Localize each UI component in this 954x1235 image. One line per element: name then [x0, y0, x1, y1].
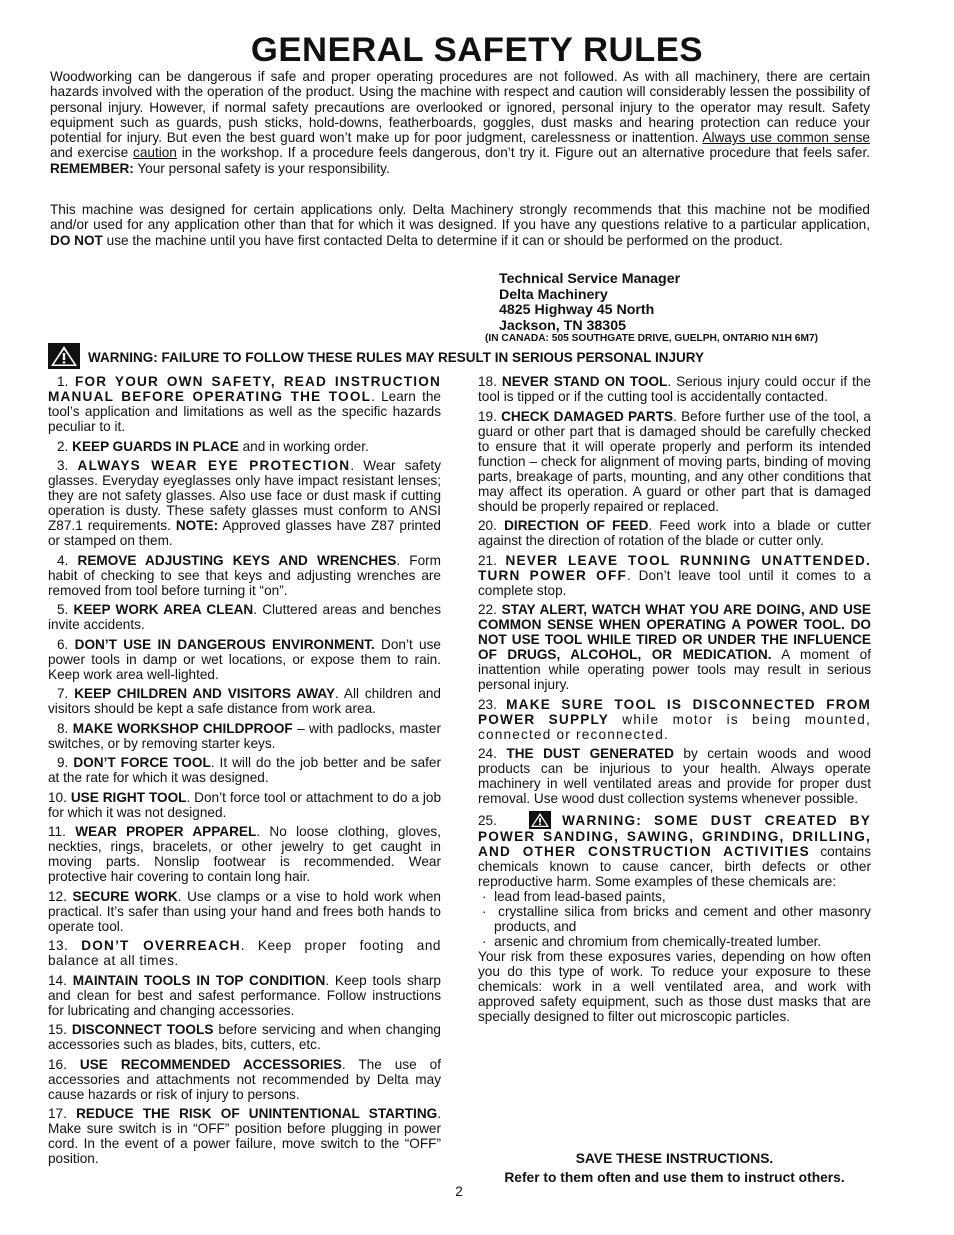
rule-heading: WEAR PROPER APPAREL — [75, 824, 257, 839]
rule-text: . Keep tools sharp and clean for best and safest performance. Follow instructions for lubricating and changing accessories. — [48, 972, 441, 1018]
rule-number: 14. — [48, 972, 67, 988]
rule-text: . Don’t force tool or attachment to do a job for which it was not designed. — [48, 789, 442, 820]
rule-text: by certain woods and wood products can be injurious to your health. Always operate machinery in well ventilated areas and provide for proper dust removal. Use wood dust collection systems whenever possible. — [478, 746, 872, 806]
rule-item — [48, 637, 441, 682]
intro-text: in the workshop. If a procedure feels dangerous, don’t try it. Figure out an alternative procedure that feels safer. — [176, 145, 870, 161]
rule-number: 4. — [57, 552, 69, 568]
rule-text: . It will do the job better and be safer at the rate for which it was designed. — [48, 755, 442, 785]
rule-item — [48, 1057, 441, 1102]
rule-heading: USE RIGHT TOOL — [70, 789, 187, 805]
rule-heading: DIRECTION OF FEED — [504, 518, 649, 533]
page-title: GENERAL SAFETY RULES — [250, 31, 704, 69]
rule-item — [478, 518, 871, 548]
rule-item — [478, 746, 871, 806]
canada-address: (IN CANADA: 505 SOUTHGATE DRIVE, GUELPH, ONTARIO N1H 6M7) — [485, 333, 819, 344]
rule-number: 23. — [478, 696, 497, 712]
intro-text: This machine was designed for certain applications only. Delta Machinery strongly recommends that this machine not be modified and/or used for any application other than that for which it was designed. If you have any questions relative to a particular application, — [50, 202, 870, 233]
rule-text: . Make sure switch is in “OFF” position before plugging in power cord. In the event of a power failure, move switch to the “OFF” position. — [48, 1106, 442, 1166]
rule-number: 13. — [48, 938, 69, 953]
save-line: Refer to them often and use them to instruct others. — [504, 1170, 845, 1185]
address-line: Jackson, TN 38305 — [499, 317, 626, 334]
rule-item — [478, 602, 871, 692]
rule-text: Don’t use power tools in damp or wet locations, or expose them to rain. Keep work area well-lighted. — [48, 636, 441, 682]
intro-paragraph-2 — [50, 202, 870, 248]
rule-heading: KEEP GUARDS IN PLACE — [72, 438, 239, 454]
bullet-text: arsenic and chromium from chemically-treated lumber. — [494, 933, 822, 949]
rule-text: and in working order. — [238, 438, 369, 454]
rule-heading: MAINTAIN TOOLS IN TOP CONDITION — [72, 972, 326, 988]
rule-item-25 — [478, 811, 871, 1024]
rule-item — [48, 889, 441, 934]
rule-item — [48, 755, 441, 785]
rule-item — [48, 439, 441, 454]
rule-item — [48, 824, 441, 884]
rule-item — [478, 374, 871, 404]
address-line: Technical Service Manager — [499, 271, 681, 287]
rule-text: . Don’t leave tool until it comes to a complete stop. — [478, 567, 871, 598]
rule-heading: DISCONNECT TOOLS — [71, 1022, 214, 1037]
warning-text: WARNING: FAILURE TO FOLLOW THESE RULES MAY RESULT IN SERIOUS PERSONAL INJURY — [88, 350, 705, 365]
rule-number: 17. — [48, 1106, 67, 1121]
save-instructions — [478, 1149, 871, 1187]
rule-text: . No loose clothing, gloves, neckties, rings, bracelets, or other jewelry to get caught in moving parts. Nonslip footwear is recommended. Wear protective hair covering to contain long hair. — [48, 824, 441, 884]
rule-heading: KEEP CHILDREN AND VISITORS AWAY — [74, 686, 336, 701]
rule-number: 12. — [48, 888, 67, 904]
rule-number: 25. — [478, 812, 497, 828]
rule-text: . Feed work into a blade or cutter against the direction of rotation of the blade or cutter only. — [478, 518, 872, 548]
rule-number: 9. — [57, 755, 69, 770]
rule-number: 6. — [57, 636, 69, 652]
warning-triangle-icon — [529, 811, 551, 829]
intro-remember: REMEMBER: — [50, 160, 134, 176]
rule-text: A moment of inattention while operating power tools may result in serious personal injury. — [478, 647, 871, 692]
rule-number: 5. — [57, 602, 69, 617]
rule-number: 3. — [57, 458, 69, 473]
rule-text: – with padlocks, master switches, or by removing starter keys. — [48, 720, 441, 751]
rule-heading: REMOVE ADJUSTING KEYS AND WRENCHES — [77, 552, 397, 568]
rule-number: 10. — [48, 789, 67, 805]
address-line: 4825 Highway 45 North — [499, 302, 655, 318]
intro-text: Your personal safety is your responsibility. — [133, 160, 390, 176]
page-number: 2 — [455, 1184, 463, 1199]
rule-text: Approved glasses have Z87 printed or stamped on them. — [48, 518, 441, 548]
rule-item — [48, 602, 441, 632]
warning-triangle-icon — [48, 343, 80, 369]
rule-number: 2. — [57, 438, 69, 454]
rule-item — [48, 553, 441, 598]
rule-heading: MAKE WORKSHOP CHILDPROOF — [72, 720, 293, 736]
rule-number: 16. — [48, 1056, 67, 1072]
rule-heading: THE DUST GENERATED — [506, 746, 674, 761]
rule-heading: CHECK DAMAGED PARTS — [501, 408, 674, 424]
intro-underline-common-sense: Always use common sense — [702, 130, 870, 146]
rule-text: while motor is being mounted, connected or reconnected. — [478, 711, 871, 742]
rule-heading: SECURE WORK — [72, 888, 178, 904]
intro-text: and exercise — [50, 145, 134, 161]
rule-heading: USE RECOMMENDED ACCESSORIES — [79, 1056, 342, 1072]
intro-underline-caution: caution — [133, 145, 177, 161]
rule-number: 21. — [478, 552, 497, 568]
rule-item — [48, 973, 441, 1018]
rule-text: . All children and visitors should be kept a safe distance from work area. — [48, 686, 441, 716]
rule-heading: REDUCE THE RISK OF UNINTENTIONAL STARTING — [76, 1106, 438, 1121]
rule-text: contains chemicals known to cause cancer, birth defects or other reproductive harm. Some examples of these chemicals are: — [478, 843, 871, 889]
rule-item — [48, 458, 441, 548]
rule-text: . Learn the tool’s application and limitations as well as the specific hazards peculiar to it. — [48, 389, 441, 434]
intro-do-not: DO NOT — [50, 232, 103, 248]
rule-number: 19. — [478, 408, 497, 424]
rule-heading: WARNING: SOME DUST CREATED BY POWER SANDING, SAWING, GRINDING, DRILLING, AND OTHER CONSTRUCTION ACTIVITIES — [478, 812, 871, 859]
rule-25-intro — [478, 811, 871, 889]
rule-item — [48, 938, 441, 968]
rule-text: . Form habit of checking to see that keys and adjusting wrenches are removed from tool before turning it “on”. — [48, 552, 441, 598]
intro-text: use the machine until you have first contacted Delta to determine if it can or should be performed on the product. — [102, 232, 783, 248]
rule-heading: DON’T USE IN DANGEROUS ENVIRONMENT. — [74, 636, 375, 652]
intro-paragraph-1 — [50, 69, 870, 176]
rule-number: 15. — [48, 1022, 67, 1037]
rule-text: . The use of accessories and attachments not recommended by Delta may cause hazards or risk of injury to persons. — [48, 1056, 442, 1102]
warning-bar — [48, 343, 878, 367]
rule-item — [48, 1106, 441, 1166]
intro-text: Woodworking can be dangerous if safe and proper operating procedures are not followed. As with all machinery, there are certain hazards involved with the operation of the product. Using the machine with respect and caution will considerably lessen the possibility of personal injury. However, if normal safety precautions are overlooked or ignored, personal injury to the operator may result. Safety equipment such as guards, push sticks, hold-downs, featherboards, goggles, dust masks and hearing protection can reduce your potential for injury. But even the best guard won’t make up for poor judgment, carelessness or inattention. — [50, 69, 870, 146]
rule-number: 18. — [478, 374, 497, 389]
rule-heading: NEVER STAND ON TOOL — [501, 374, 668, 389]
rule-text: . Keep proper footing and balance at all times. — [48, 938, 441, 968]
bullet-item: · arsenic and chromium from chemically-treated lumber. — [482, 933, 822, 949]
rule-item — [478, 697, 871, 742]
bullet-item: · lead from lead-based paints, — [482, 888, 666, 904]
rule-item — [48, 374, 441, 434]
rule-number: 24. — [478, 746, 497, 761]
rules-column-left — [48, 374, 441, 1171]
rule-number: 11. — [48, 824, 66, 839]
rule-number: 7. — [57, 686, 69, 701]
rule-heading: NEVER LEAVE TOOL RUNNING UNATTENDED. TURN POWER OFF — [478, 552, 871, 583]
address-line: Delta Machinery — [499, 286, 608, 303]
rule-text: . Before further use of the tool, a guard or other part that is damaged should be carefully checked to ensure that it will operate properly and perform its intended function – check for alignment of moving parts, binding of moving parts, breakage of parts, mounting, and any other conditions that may affect its operation. A guard or other part that is damaged should be properly repaired or replaced. — [478, 408, 871, 514]
rule-heading: DON’T FORCE TOOL — [73, 755, 211, 770]
address-block — [499, 272, 680, 334]
save-line: SAVE THESE INSTRUCTIONS. — [575, 1151, 774, 1166]
rule-number: 22. — [478, 602, 497, 617]
rule-note: NOTE: — [175, 518, 219, 533]
rule-heading: DON’T OVERREACH — [81, 938, 241, 953]
rule-heading: STAY ALERT, WATCH WHAT YOU ARE DOING, AND USE COMMON SENSE WHEN OPERATING A POWER TOOL. DO NOT USE TOOL WHILE TIRED OR UNDER THE INFLUENCE OF DRUGS, ALCOHOL, OR MEDICATION. — [478, 602, 871, 662]
rule-text: . Wear safety glasses. Everyday eyeglasses only have impact resistant lenses; they are not safety glasses. Also use face or dust mask if cutting operation is dusty. These safety glasses must conform to ANSI Z87.1 requirements. — [48, 458, 441, 533]
rule-item — [478, 409, 871, 514]
rule-25-tail: Your risk from these exposures varies, depending on how often you do this type of work. To reduce your exposure to these chemicals: work in a well ventilated area, and work with approved safety equipment, such as those dust masks that are specially designed to filter out microscopic particles. — [478, 948, 871, 1024]
rule-number: 1. — [57, 374, 69, 389]
bullet-item: · crystalline silica from bricks and cement and other masonry products, and — [482, 903, 871, 934]
rule-text: . Cluttered areas and benches invite accidents. — [48, 602, 441, 632]
rule-item — [48, 721, 441, 751]
rule-item — [478, 553, 871, 598]
rule-text: . Serious injury could occur if the tool is tipped or if the cutting tool is accidentally contacted. — [478, 374, 871, 404]
rule-heading: FOR YOUR OWN SAFETY, READ INSTRUCTION MANUAL BEFORE OPERATING THE TOOL — [48, 374, 441, 404]
rule-item — [48, 686, 441, 716]
rule-item — [48, 790, 441, 820]
bullet-text: crystalline silica from bricks and cement and other masonry products, and — [494, 903, 871, 934]
bullet-text: lead from lead-based paints, — [494, 888, 666, 904]
rule-heading: KEEP WORK AREA CLEAN — [73, 602, 254, 617]
rules-column-right — [478, 374, 871, 1024]
rule-text: before servicing and when changing accessories such as blades, bits, cutters, etc. — [48, 1022, 441, 1052]
rule-number: 8. — [57, 720, 69, 736]
rule-heading: ALWAYS WEAR EYE PROTECTION — [77, 458, 351, 473]
rule-heading: MAKE SURE TOOL IS DISCONNECTED FROM POWER SUPPLY — [478, 696, 872, 727]
rule-text: . Use clamps or a vise to hold work when practical. It’s safer than using your hand and frees both hands to operate tool. — [48, 888, 441, 934]
rule-item — [48, 1022, 441, 1052]
rule-number: 20. — [478, 518, 497, 533]
